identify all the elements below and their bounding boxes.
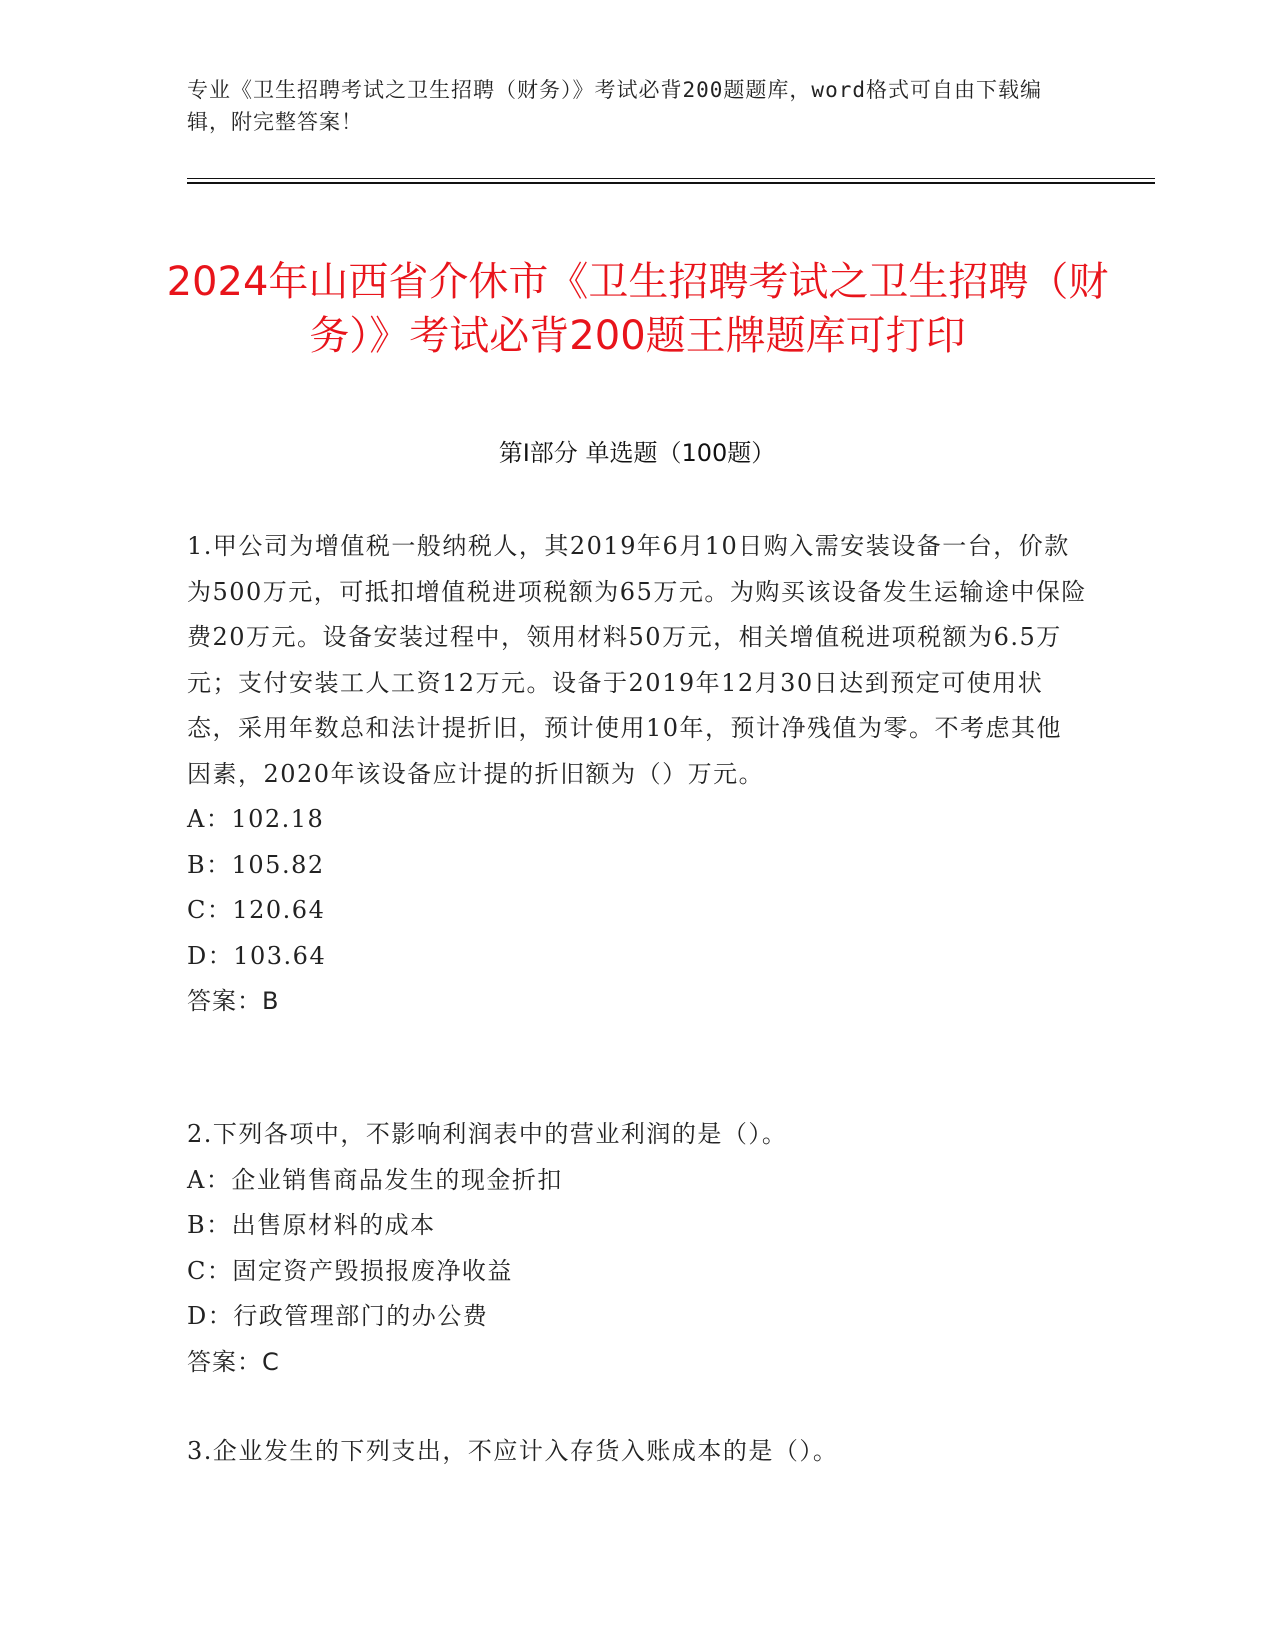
option-a: A：102.18 bbox=[187, 805, 325, 833]
answer: 答案：B bbox=[187, 987, 280, 1015]
option-b: B：出售原材料的成本 bbox=[187, 1211, 436, 1239]
option-c: C：固定资产毁损报废净收益 bbox=[187, 1256, 513, 1285]
question-2 bbox=[187, 1112, 1087, 1385]
question-1 bbox=[187, 524, 1087, 1025]
header-rule-thin bbox=[187, 178, 1155, 179]
document-title: 2024年山西省介休市《卫生招聘考试之卫生招聘（财务）》考试必背200题王牌题库可打印 bbox=[166, 258, 1109, 359]
header-note: 专业《卫生招聘考试之卫生招聘（财务）》考试必背200题题库，word格式可自由下载编辑，附完整答案！ bbox=[187, 78, 1042, 134]
question-3 bbox=[187, 1429, 1087, 1475]
option-d: D：103.64 bbox=[187, 941, 327, 970]
option-a: A：企业销售商品发生的现金折扣 bbox=[187, 1165, 563, 1194]
section-heading: 第I部分 单选题（100题） bbox=[498, 439, 776, 467]
question-stem: 3.企业发生的下列支出，不应计入存货入账成本的是（）。 bbox=[187, 1437, 839, 1465]
header-rule-thick bbox=[187, 182, 1155, 184]
answer: 答案：C bbox=[187, 1347, 280, 1376]
option-d: D：行政管理部门的办公费 bbox=[187, 1302, 489, 1330]
option-b: B：105.82 bbox=[187, 850, 325, 879]
option-c: C：120.64 bbox=[187, 896, 326, 924]
question-stem: 2.下列各项中，不影响利润表中的营业利润的是（）。 bbox=[187, 1120, 788, 1148]
question-stem: 1.甲公司为增值税一般纳税人，其2019年6月10日购入需安装设备一台，价款为500万元，可抵扣增值税进项税额为65万元。为购买该设备发生运输途中保险费20万元。设备安装过程中，领用材料50万元，相关增值税进项税额为6.5万元；支付安装工人工资12万元。设备于2019年12月30日达到预定可使用状态，采用年数总和法计提折旧，预计使用10年，预计净残值为零。不考虑其他因素，2020年该设备应计提的折旧额为（）万元。 bbox=[187, 532, 1087, 788]
